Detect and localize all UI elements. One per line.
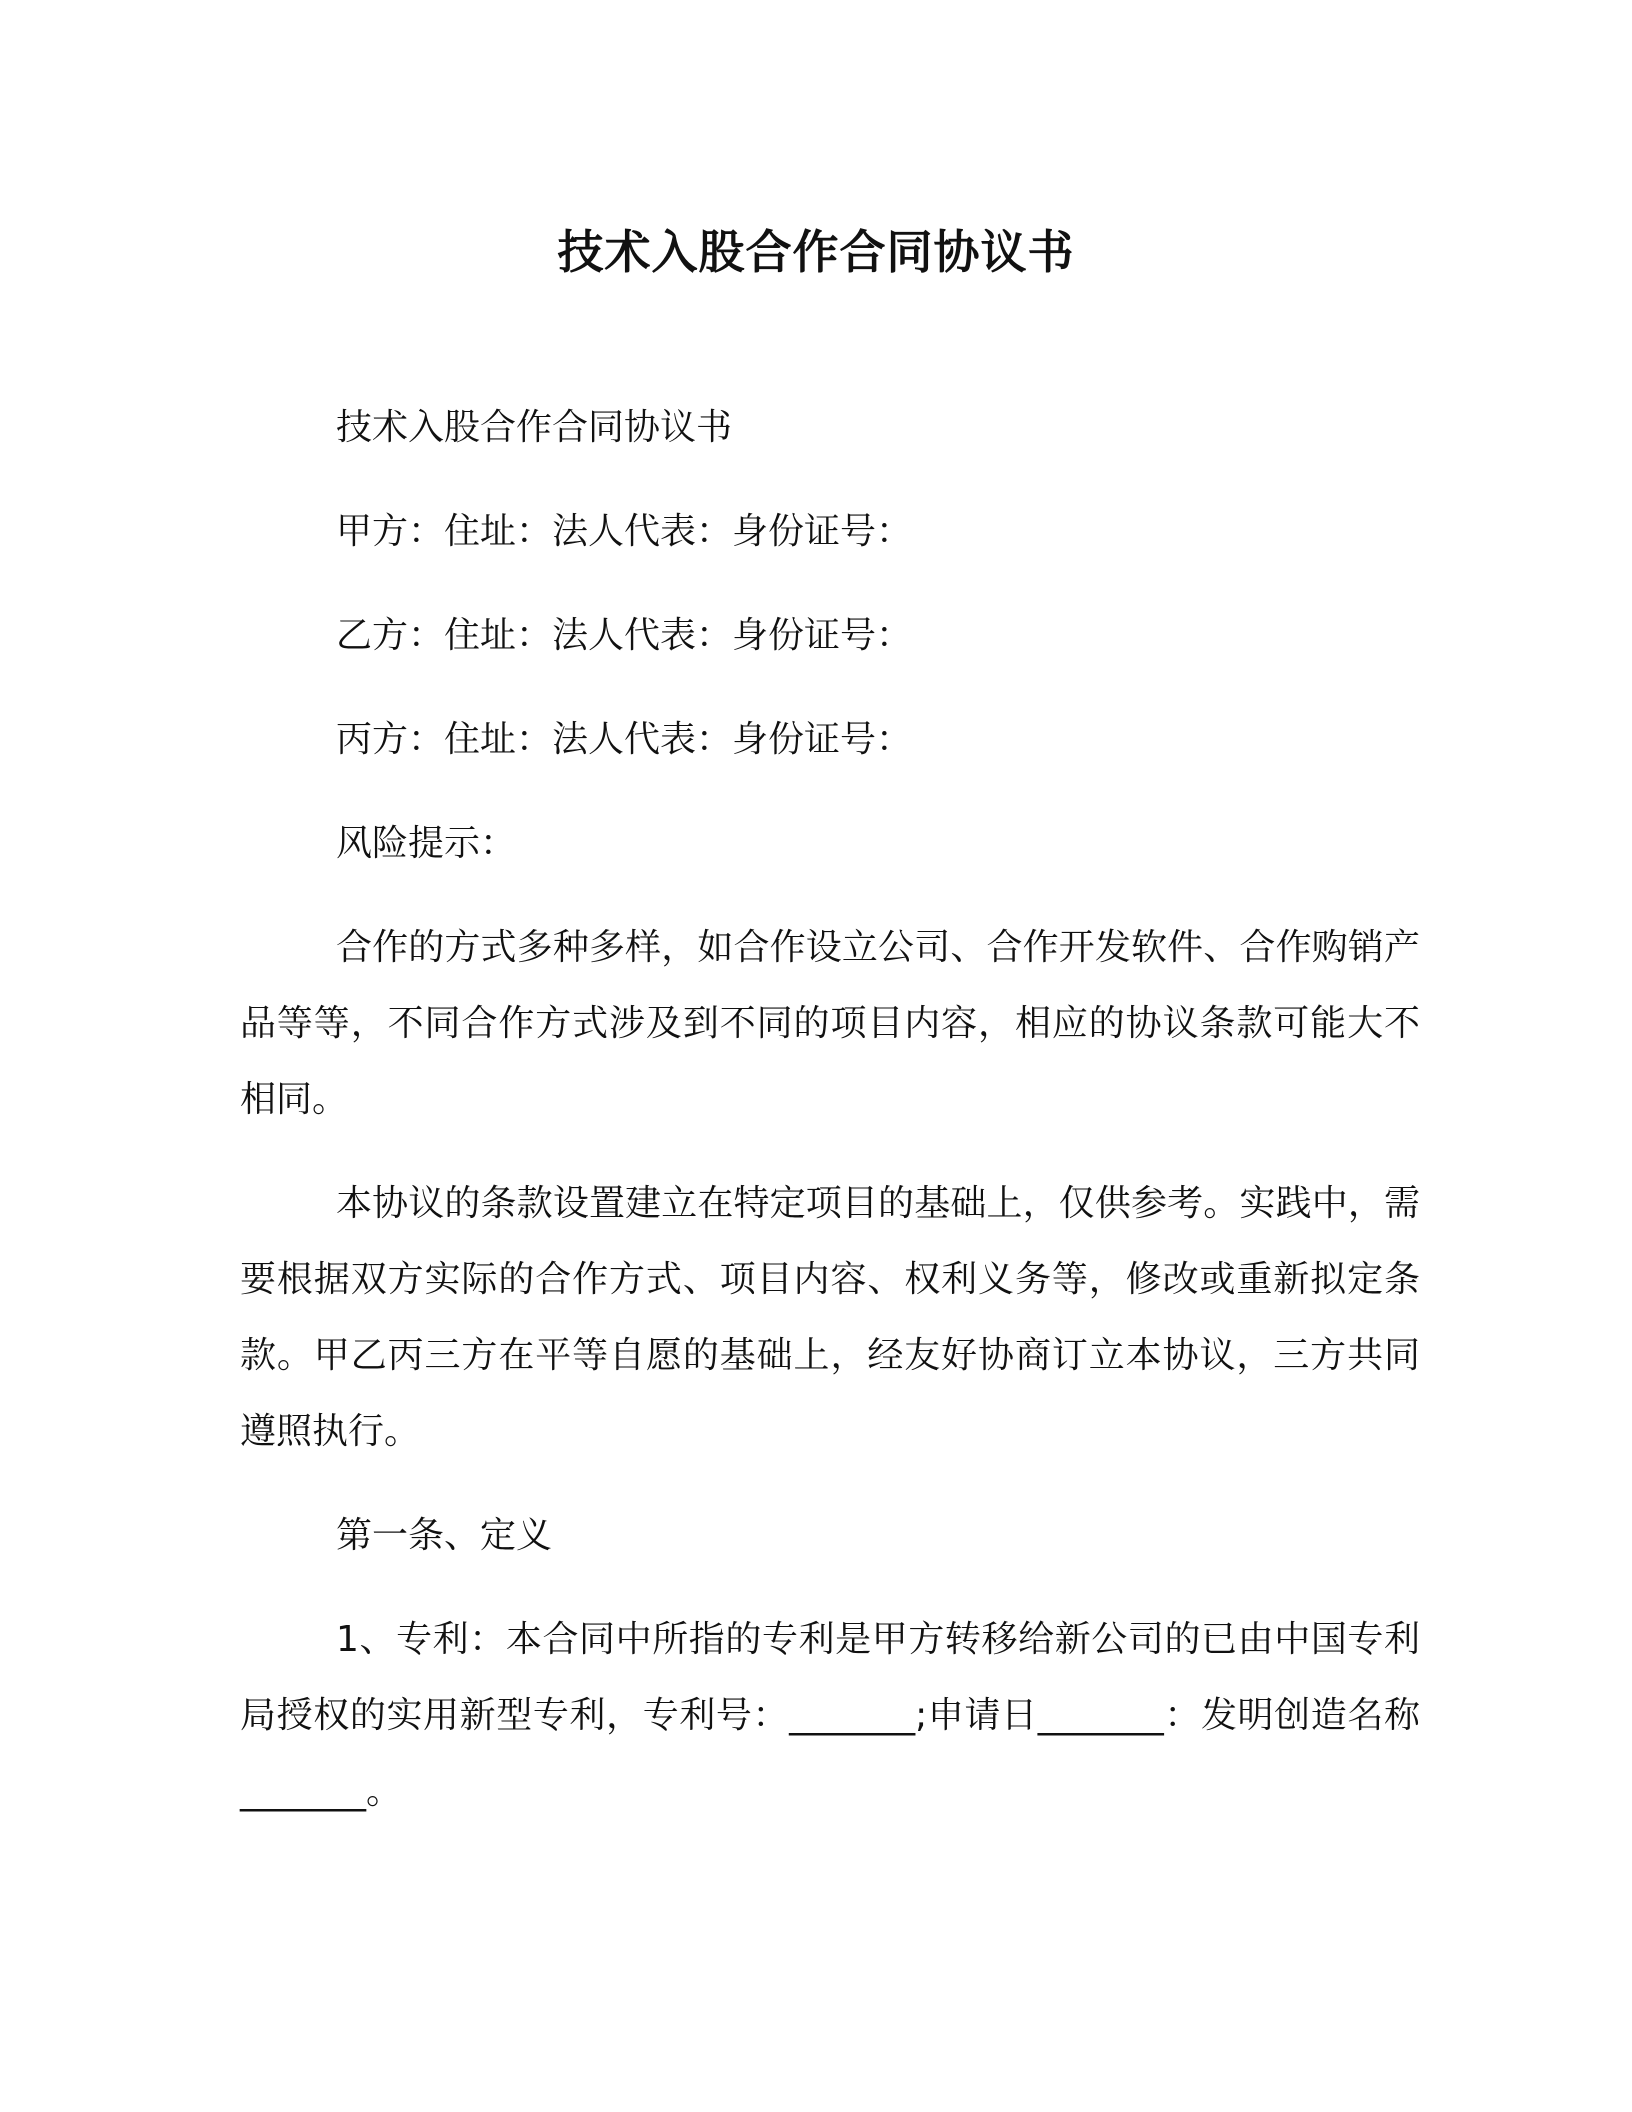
- article-1-heading: 第一条、定义: [336, 1515, 553, 1556]
- risk-notice-paragraph-2: 本协议的条款设置建立在特定项目的基础上，仅供参考。实践中，需要根据双方实际的合作方式、项目内容、权利义务等，修改或重新拟定条款。甲乙丙三方在平等自愿的基础上，经友好协商订立本协议，三方共同遵照执行。: [240, 1183, 1420, 1452]
- document-body: [240, 390, 1420, 1858]
- subtitle-paragraph: 技术入股合作合同协议书: [336, 407, 733, 448]
- risk-notice-paragraph-1: 合作的方式多种多样，如合作设立公司、合作开发软件、合作购销产品等等，不同合作方式涉及到不同的项目内容，相应的协议条款可能大不相同。: [240, 927, 1420, 1120]
- party-c-line: 丙方：住址：法人代表：身份证号：: [336, 719, 913, 760]
- party-a-line: 甲方：住址：法人代表：身份证号：: [336, 511, 913, 552]
- risk-notice-heading: 风险提示：: [336, 823, 517, 864]
- party-b-line: 乙方：住址：法人代表：身份证号：: [336, 615, 913, 656]
- article-1-clause-1: 1、专利：本合同中所指的专利是甲方转移给新公司的已由中国专利局授权的实用新型专利，专利号：_______;申请日_______：发明创造名称_______。: [240, 1619, 1420, 1812]
- document-title: 技术入股合作合同协议书: [557, 225, 1075, 279]
